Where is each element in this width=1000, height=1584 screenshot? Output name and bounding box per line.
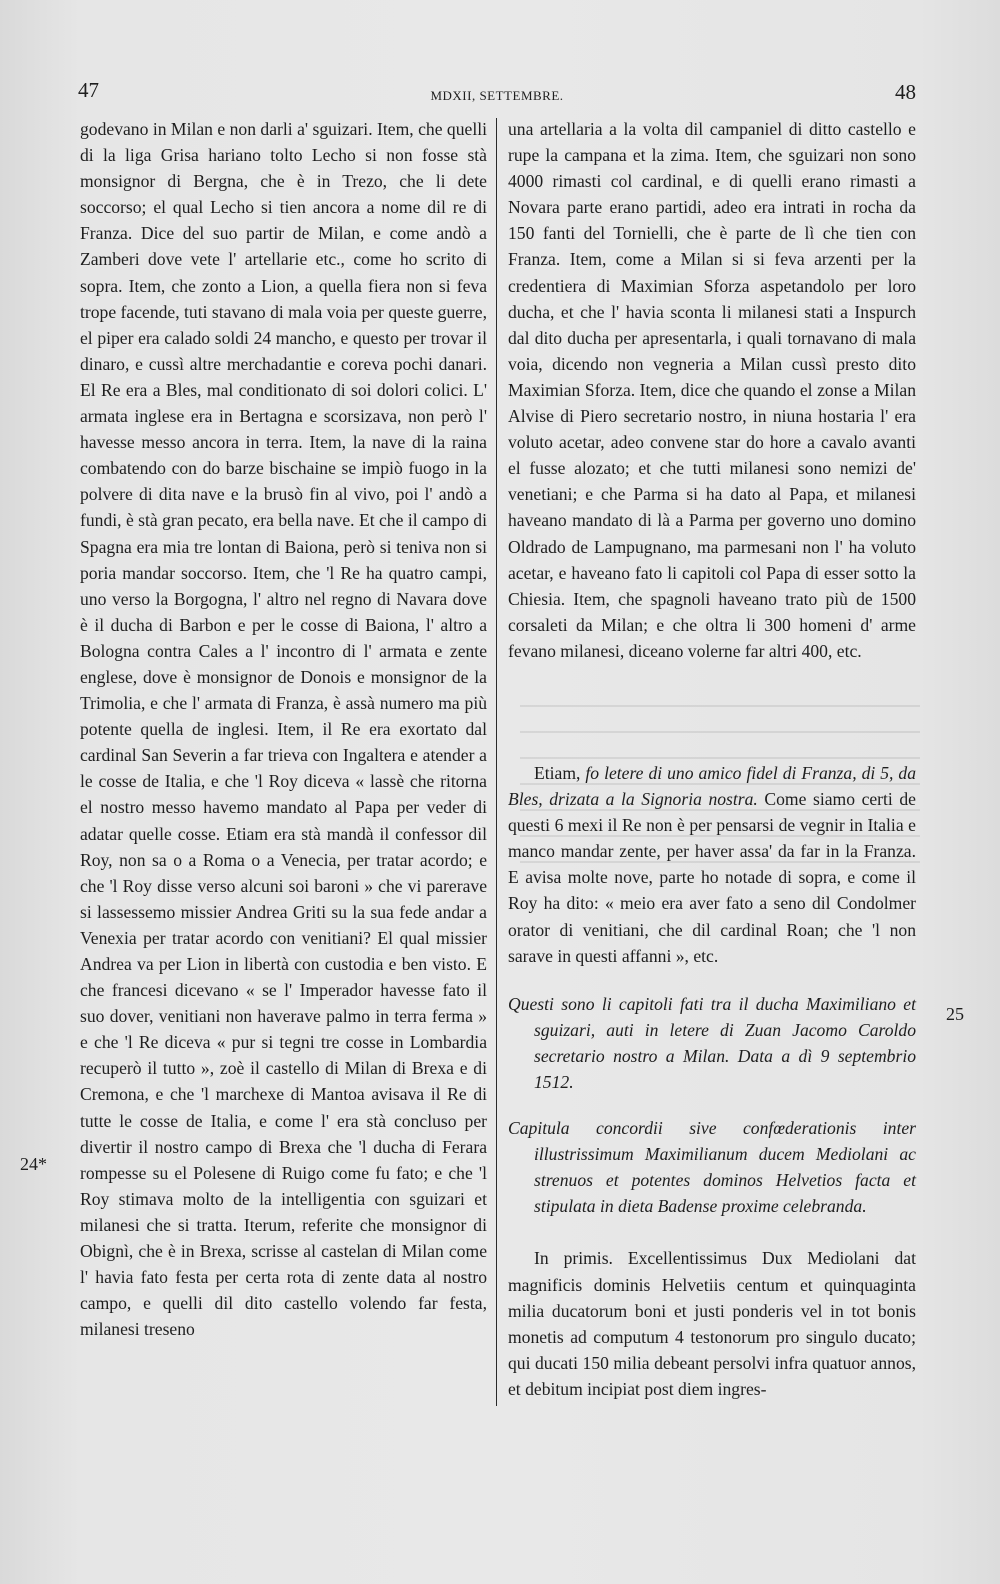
blank-gap bbox=[508, 969, 916, 991]
section-heading-2: Capitula concordii sive confœderationis inter illustrissimum Maximilianum ducem Mediolani ac strenuos et potentes dominos Helvetios facta et stipulata in dieta Badense proxime celebranda. bbox=[508, 1118, 916, 1217]
running-header bbox=[78, 78, 916, 108]
left-paragraph: godevano in Milan e non darli a' sguizari. Item, che quelli di la liga Grisa hariano tolto Lecho si non fosse stà monsignor di Bergna, che è in Trezo, che li dete soccorso; el qual Lecho si tien ancora a nome dil re di Franza. Dice del suo partir de Milan, e come andò a Zamberi dove vete l' artellarie etc., come ho scrito di sopra. Item, che zonto a Lion, a quella fiera non si feva trope facende, tuti stavano di mala voia per queste guerre, el piper era calado soldi 24 mancho, e questo per trovar il dinaro, e cussì altre merchadantie e coreva pochi danari. El Re era a Bles, mal conditionato di soi dolori colici. L' armata inglese era in Bertagna e scorsizava, non però l' havesse messo ancora in terra. Item, la nave di la raina combatendo con do barze bischaine se impiò fuogo in la polvere di dita nave e la brusò fin al vivo, poi l' andò a fundi, è stà gran pecato, era bella nave. Et che il campo di Spagna era mia tre lontan di Baiona, però si teniva non si poria mandar soccorso. Item, che 'l Re ha quatro campi, uno verso la Borgogna, l' altro nel regno di Navara dove è il ducha di Barbon e per le cosse di Baiona, l' altro a Bologna contra Cales a l' incontro di l' armata e zente englese, dove è monsignor de Donois e monsignor de la Trimolia, e che l' armata di Franza, è assà numero ma più potente quella de inglesi. Item, il Re era exortato dal cardinal San Severin a far trieva con Ingaltera e atender a le cosse de Italia, e che 'l Roy diceva « lassè che ritorna el nostro messo havemo mandato al Papa per veder di adatar quelle cosse. Etiam era stà mandà il confessor dil Roy, non sa o a Roma o a Venecia, per tratar acordo; e che 'l Roy disse verso alcuni soi baroni » che vi parerave si lassessemo missier Andrea Griti su la sua fede andar a Venexia per tratar acordo con venitiani? El qual missier Andrea va per Lion in libertà con custodia e ben visto. E che francesi dicevano « se l' Imperador havesse fato il suo dover, venitiani non haverave palmo in terra ferma » e che 'l Re diceva « pur si tegni tre cosse in Lombardia recuperò il tutto », zoè il castello di Milan di Brexa e di Cremona, e che 'l marchexe di Mantoa avisava il Re di tutte le cosse de Italia, e come l' era stà concluso per divertir il nostro campo di Brexa che 'l ducha di Ferara rompesse su el Polesene di Ruigo come fu fato; e che 'l Roy stimava molto de la intelligentia con sguizari et milanesi che si tratta. Iterum, referite che monsignor di Obignì, che è in Brexa, scrisse al castelan di Milan come l' havia fato festa per certa rota di zente data al nostro campo, e quelli dil dito castello volendo far festa, milanesi treseno bbox=[80, 119, 487, 1340]
right-paragraph-2 bbox=[508, 760, 916, 969]
blank-gap bbox=[508, 664, 916, 760]
page-number-left: 47 bbox=[78, 78, 99, 102]
column-divider bbox=[496, 118, 497, 1406]
right-column bbox=[508, 116, 916, 1402]
left-column bbox=[80, 116, 487, 1342]
blank-gap bbox=[508, 1219, 916, 1245]
paragraph-lead: Etiam, bbox=[534, 762, 586, 783]
paragraph-body: Come siamo certi de questi 6 mexi il Re non è per pensarsi de vegnir in Italia e manco mandar zente, per haver assa' da far in la Franza. E avisa molte nove, parte ho notade di sopra, e come il Roy ha dito: « meio era aver fato a seno dil Condolmer orator di venitiani, che dil cardinal Roan; che 'l non sarave in questi affanni », etc. bbox=[508, 789, 916, 966]
section-heading-1: Questi sono li capitoli fati tra il ducha Maximiliano et sguizari, auti in letere di Zuan Jacomo Caroldo secretario nostro a Milan. Data a dì 9 septembrio 1512. bbox=[508, 993, 916, 1092]
page-number-right: 48 bbox=[895, 80, 916, 104]
running-title: MDXII, SETTEMBRE. bbox=[430, 88, 564, 103]
blank-gap bbox=[508, 1095, 916, 1115]
margin-number-left: 24* bbox=[20, 1154, 47, 1174]
margin-number-right: 25 bbox=[946, 1004, 964, 1024]
letter-reference-italic: fo letere di uno amico fidel di Franza, di 5, da Bles, drizata a la Signoria nostra. bbox=[508, 762, 916, 810]
right-paragraph-1: una artellaria a la volta dil campaniel di ditto castello e rupe la campana et la zima. Item, che sguizari non sono 4000 rimasti col cardinal, e di quelli erano rimasti a Novara parte erano partidi, adeo era intrati in rocha da 150 fanti del Tornielli, che è parte de lì che tien con Franza. Item, come a Milan si si feva arzenti per la credentiera di Maximian Sforza aspetandolo per loro ducha, et che l' havia sconta li milanesi stati a Inspurch dal dito ducha per apresentarla, i quali tornavano di mala voia, dicendo non vegneria a Milan cussì presto dito Maximian Sforza. Item, dice che quando el zonse a Milan Alvise di Piero secretario nostro, in niuna hostaria l' era voluto acetar, adeo convene star do hore a cavalo avanti el fusse alozato; et che tutti milanesi sono nemizi de' venetiani; e che Parma si ha dato al Papa, et milanesi haveano mandato di là a Parma per governo uno domino Oldrado de Lampugnano, ma parmesani non l' ha voluto acetar, e haveano fato li capitoli col Papa di esser sotto la Chiesia. Item, che spagnoli haveano trato più de 1500 corsaleti da Milan; e che oltra li 300 homeni d' arme fevano milanesi, diceano volerne far altri 400, etc. bbox=[508, 119, 916, 661]
right-paragraph-3: In primis. Excellentissimus Dux Mediolani dat magnificis dominis Helvetiis centum et quinquaginta milia ducatorum boni et justi ponderis vel in tot bonis monetis ad computum 4 testonorum pro singulo ducato; qui ducati 150 milia debeant persolvi infra quatuor annos, et debitum incipiat post diem ingres- bbox=[508, 1248, 916, 1399]
